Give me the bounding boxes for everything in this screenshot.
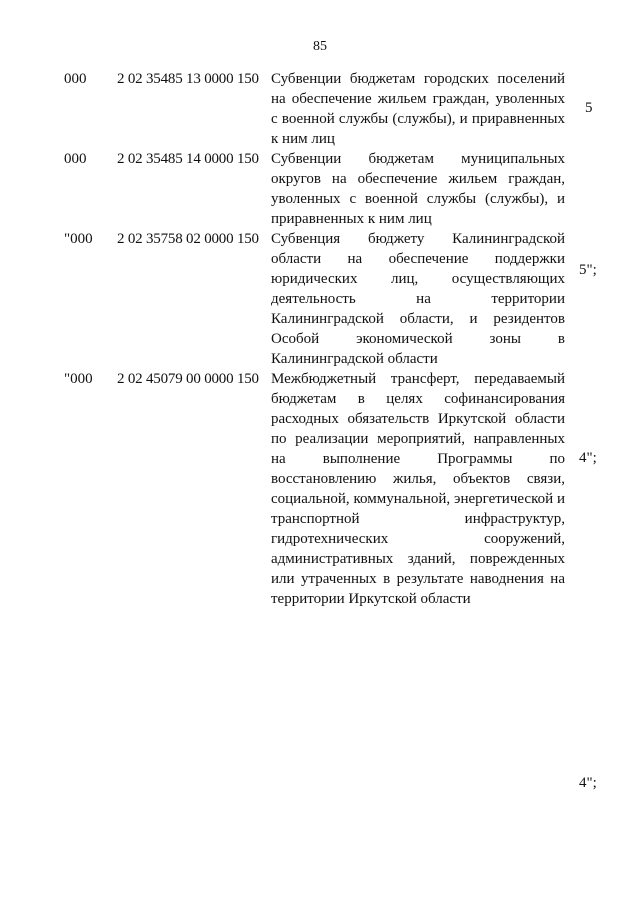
blank-page-area xyxy=(0,620,640,905)
admin-code: 000 xyxy=(64,71,87,87)
budget-classification-code: 2 02 35485 13 0000 150 xyxy=(117,71,259,87)
admin-code: "000 xyxy=(64,371,93,387)
admin-code: 000 xyxy=(64,151,87,167)
income-name: Субвенции бюджетам городских поселений на обеспечение жильем граждан, уволенных с военной службы (службы), и приравненных к ним лиц xyxy=(271,71,565,147)
budget-classification-code: 2 02 35485 14 0000 150 xyxy=(117,151,259,167)
allocation-value: 4"; xyxy=(579,775,597,791)
allocation-value: 5 xyxy=(585,100,593,116)
budget-classification-code: 2 02 45079 00 0000 150 xyxy=(117,371,259,387)
table-row xyxy=(0,69,640,149)
income-name: Субвенции бюджетам муниципальных округов на обеспечение жильем граждан, уволенных с военной службы (службы), и приравненных к ним лиц xyxy=(271,151,565,227)
budget-classification-code: 2 02 35758 02 0000 150 xyxy=(117,231,259,247)
admin-code: "000 xyxy=(64,231,93,247)
allocation-value: 5"; xyxy=(579,262,597,278)
income-name: Межбюджетный трансферт, передаваемый бюджетам в целях софинансирования расходных обязательств Иркутской области по реализации мероприятий, направленных на выполнение Программы по восстановлению жилья, объектов связи, социальной, коммунальной, энергетической и транспортной инфраструктур, гидротехнических сооружений, административных зданий, поврежденных или утраченных в результате наводнения на территории Иркутской области xyxy=(271,371,565,607)
income-name: Субвенция бюджету Калининградской области на обеспечение поддержки юридических лиц, осуществляющих деятельность на территории Калининградской области, и резидентов Особой экономической зоны в Калининградской области xyxy=(271,231,565,367)
page-number: 85 xyxy=(313,39,327,54)
budget-code-table xyxy=(0,69,640,791)
table-row xyxy=(0,369,640,791)
allocation-value: 4"; xyxy=(579,450,597,466)
